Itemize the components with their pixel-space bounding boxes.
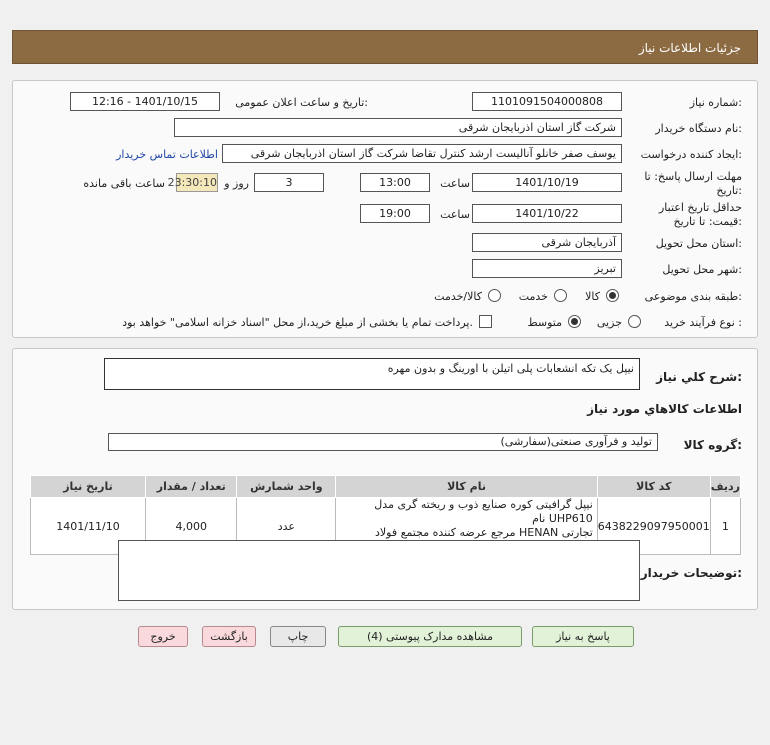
- validity-time-field: 19:00: [360, 204, 430, 223]
- deadline-label-date: تاریخ:: [716, 184, 742, 197]
- goods-table-header: [31, 476, 741, 498]
- process-label: نوع فرآیند خرید :: [664, 316, 742, 329]
- city-label: شهر محل تحویل:: [662, 263, 742, 276]
- process-radio-minor[interactable]: [628, 315, 641, 328]
- treasury-payment-checkbox[interactable]: [479, 315, 492, 328]
- summary-title-field: نیپل یک تکه انشعابات پلی اتیلن با اورینگ و بدون مهره: [104, 358, 640, 390]
- summary-title-label: شرح کلي نياز:: [656, 370, 742, 384]
- col-code-header: کد کالا: [597, 476, 710, 498]
- category-radio-goods-service[interactable]: [488, 289, 501, 302]
- category-option-service: خدمت: [518, 290, 548, 303]
- process-option-medium: متوسط: [527, 316, 562, 329]
- category-label: طبقه بندی موضوعی:: [644, 290, 742, 303]
- row-code: 6438229097950001: [597, 498, 710, 555]
- exit-button[interactable]: خروج: [138, 626, 188, 647]
- announce-label: تاریخ و ساعت اعلان عمومی:: [235, 96, 368, 109]
- deadline-date-field: 1401/10/19: [472, 173, 622, 192]
- row-quantity: 4,000: [146, 498, 237, 555]
- province-label: استان محل تحویل:: [655, 237, 742, 250]
- goods-group-field: تولید و فرآوری صنعتی(سفارشی): [108, 433, 658, 451]
- row-unit: عدد: [237, 498, 336, 555]
- announce-field: 1401/10/15 - 12:16: [70, 92, 220, 111]
- row-index: 1: [710, 498, 740, 555]
- buyer-notes-field: [118, 540, 640, 601]
- col-date-header: تاریخ نیاز: [31, 476, 146, 498]
- deadline-time-label: ساعت: [440, 177, 470, 190]
- buyer-notes-label: توضیحات خریدار:: [640, 566, 742, 580]
- category-option-goods: کالا: [585, 290, 600, 303]
- attachments-button[interactable]: مشاهده مدارک پیوستی (4): [338, 626, 522, 647]
- row-name-line1: نیپل گرافیتی کوره صنایع ذوب و ریخته گری مدل UHP610 نام: [374, 498, 593, 525]
- validity-date-field: 1401/10/22: [472, 204, 622, 223]
- days-label: روز و: [224, 177, 249, 190]
- validity-label: حداقل تاریخ اعتبار: [658, 201, 742, 214]
- days-remaining-field: 3: [254, 173, 324, 192]
- category-radio-goods[interactable]: [606, 289, 619, 302]
- need-number-label: شماره نیاز:: [689, 96, 742, 109]
- validity-time-label: ساعت: [440, 208, 470, 221]
- buyer-field: شرکت گاز استان اذربایجان شرقی: [174, 118, 622, 137]
- treasury-payment-note: پرداخت تمام یا بخشی از مبلغ خرید،از محل "اسناد خزانه اسلامی" خواهد بود.: [122, 316, 473, 329]
- col-quantity-header: تعداد / مقدار: [146, 476, 237, 498]
- col-index-header: ردیف: [710, 476, 740, 498]
- reply-button[interactable]: پاسخ به نیاز: [532, 626, 634, 647]
- print-button[interactable]: چاپ: [270, 626, 326, 647]
- category-option-goods-service: کالا/خدمت: [434, 290, 482, 303]
- remaining-time-label: ساعت باقی مانده: [83, 177, 165, 190]
- deadline-label: مهلت ارسال پاسخ: تا: [644, 170, 742, 183]
- row-name-line2: تجارتی HENAN مرجع عرضه کننده مجتمع فولاد: [374, 526, 593, 539]
- back-button[interactable]: بازگشت: [202, 626, 256, 647]
- need-number-field: 1101091504000808: [472, 92, 622, 111]
- page-title: جزئیات اطلاعات نیاز: [638, 41, 741, 55]
- goods-info-heading: اطلاعات کالاهاي مورد نياز: [587, 402, 742, 416]
- buyer-contact-link[interactable]: اطلاعات تماس خریدار: [116, 148, 218, 161]
- row-date: 1401/11/10: [31, 498, 146, 555]
- creator-field: یوسف صفر خانلو آنالیست ارشد کنترل تقاضا شرکت گاز استان اذربایجان شرقی: [222, 144, 622, 163]
- category-radio-service[interactable]: [554, 289, 567, 302]
- col-name-header: نام کالا: [336, 476, 598, 498]
- buyer-label: نام دستگاه خریدار:: [655, 122, 742, 135]
- col-unit-header: واحد شمارش: [237, 476, 336, 498]
- city-field: تبریز: [472, 259, 622, 278]
- goods-group-label: گروه کالا:: [683, 438, 742, 452]
- deadline-time-field: 13:00: [360, 173, 430, 192]
- process-option-minor: جزیی: [596, 316, 622, 329]
- page-header: [12, 30, 758, 64]
- process-radio-medium[interactable]: [568, 315, 581, 328]
- remaining-time-field: 23:30:10: [176, 173, 218, 192]
- province-field: آذربایجان شرقی: [472, 233, 622, 252]
- creator-label: ایجاد کننده درخواست:: [640, 148, 742, 161]
- validity-label-date: قیمت: تا تاریخ:: [673, 215, 742, 228]
